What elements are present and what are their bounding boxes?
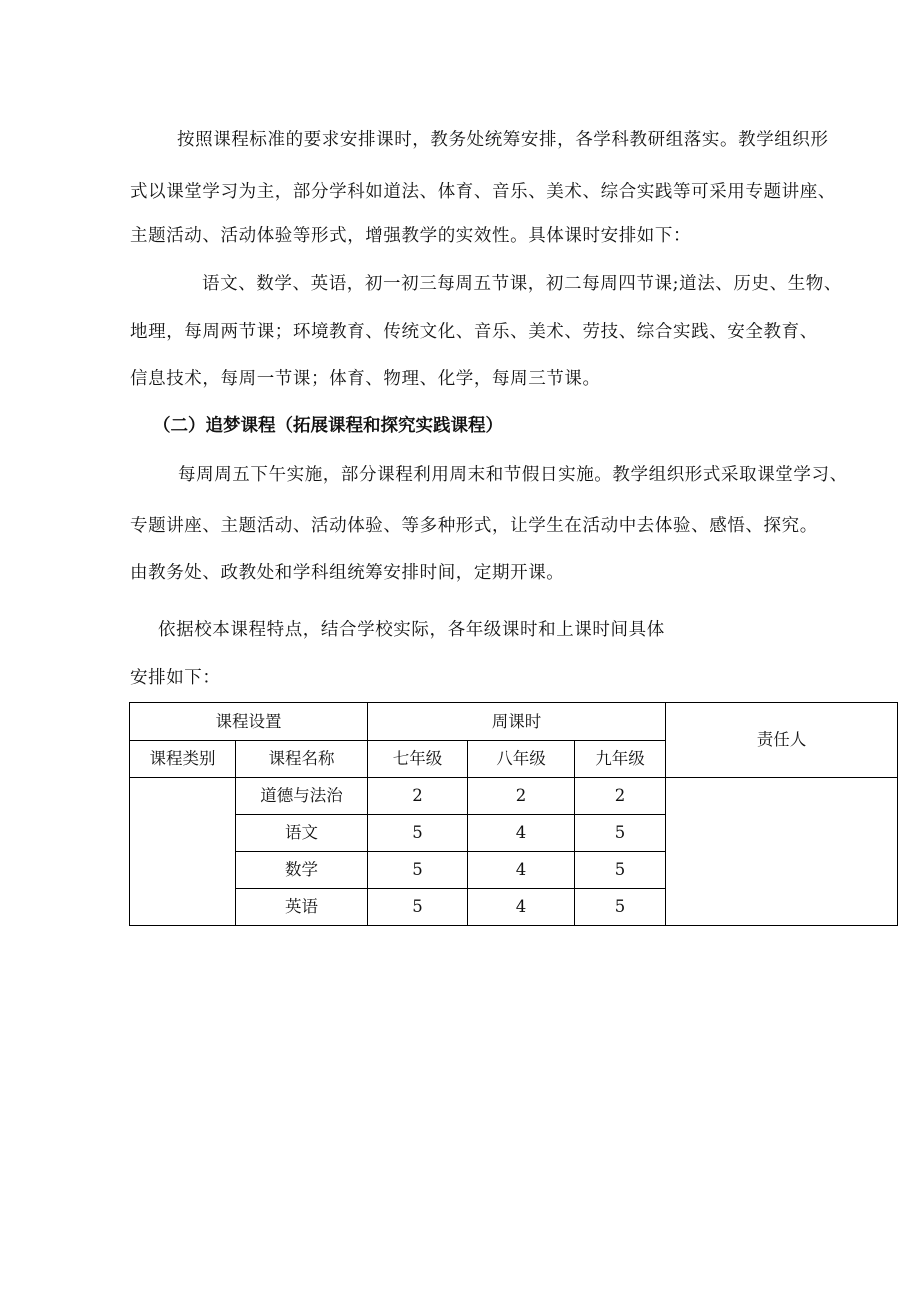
grade-8-cell: 2 — [468, 778, 575, 815]
grade-8-cell: 4 — [468, 852, 575, 889]
paragraph-1-line-3: 主题活动、活动体验等形式，增强教学的实效性。具体课时安排如下： — [130, 226, 692, 246]
header-course-name: 课程名称 — [236, 741, 368, 778]
grade-7-cell: 5 — [368, 852, 468, 889]
header-responsible: 责任人 — [666, 703, 898, 778]
grade-8-cell: 4 — [468, 815, 575, 852]
paragraph-3-line-1: 每周周五下午实施，部分课程利用周末和节假日实施。教学组织形式采取课堂学习、 — [178, 465, 848, 485]
paragraph-2-line-1: 语文、数学、英语，初一初三每周五节课，初二每周四节课;道法、历史、生物、 — [202, 274, 842, 294]
grade-9-cell: 2 — [575, 778, 666, 815]
grade-7-cell: 5 — [368, 815, 468, 852]
paragraph-2-line-3: 信息技术，每周一节课；体育、物理、化学，每周三节课。 — [130, 369, 601, 389]
course-name-cell: 语文 — [236, 815, 368, 852]
grade-9-cell: 5 — [575, 852, 666, 889]
grade-9-cell: 5 — [575, 815, 666, 852]
paragraph-3-line-3: 由教务处、政教处和学科组统筹安排时间，定期开课。 — [130, 563, 565, 583]
grade-8-cell: 4 — [468, 889, 575, 926]
paragraph-3-line-2: 专题讲座、主题活动、活动体验、等多种形式，让学生在活动中去体验、感悟、探究。 — [130, 516, 818, 536]
course-name-cell: 数学 — [236, 852, 368, 889]
paragraph-4-line-1: 依据校本课程特点，结合学校实际，各年级课时和上课时间具体 — [158, 620, 665, 640]
header-course-setup: 课程设置 — [130, 703, 368, 741]
header-grade-8: 八年级 — [468, 741, 575, 778]
section-heading: （二）追梦课程（拓展课程和探究实践课程） — [153, 416, 503, 436]
header-grade-7: 七年级 — [368, 741, 468, 778]
category-cell-empty — [130, 778, 236, 926]
header-weekly-hours: 周课时 — [368, 703, 666, 741]
grade-7-cell: 2 — [368, 778, 468, 815]
course-name-cell: 道德与法治 — [236, 778, 368, 815]
paragraph-1-line-1: 按照课程标准的要求安排课时，教务处统筹安排，各学科教研组落实。教学组织形 — [177, 130, 829, 150]
paragraph-1-line-2: 式以课堂学习为主，部分学科如道法、体育、音乐、美术、综合实践等可采用专题讲座、 — [130, 182, 836, 202]
course-schedule-table — [129, 702, 898, 926]
paragraph-4-line-2: 安排如下： — [130, 668, 221, 688]
course-name-cell: 英语 — [236, 889, 368, 926]
grade-7-cell: 5 — [368, 889, 468, 926]
table-row — [130, 778, 898, 815]
header-category: 课程类别 — [130, 741, 236, 778]
grade-9-cell: 5 — [575, 889, 666, 926]
table-header-row-1 — [130, 703, 898, 741]
paragraph-2-line-2: 地理，每周两节课；环境教育、传统文化、音乐、美术、劳技、综合实践、安全教育、 — [130, 322, 818, 342]
responsible-cell-empty — [666, 778, 898, 926]
header-grade-9: 九年级 — [575, 741, 666, 778]
